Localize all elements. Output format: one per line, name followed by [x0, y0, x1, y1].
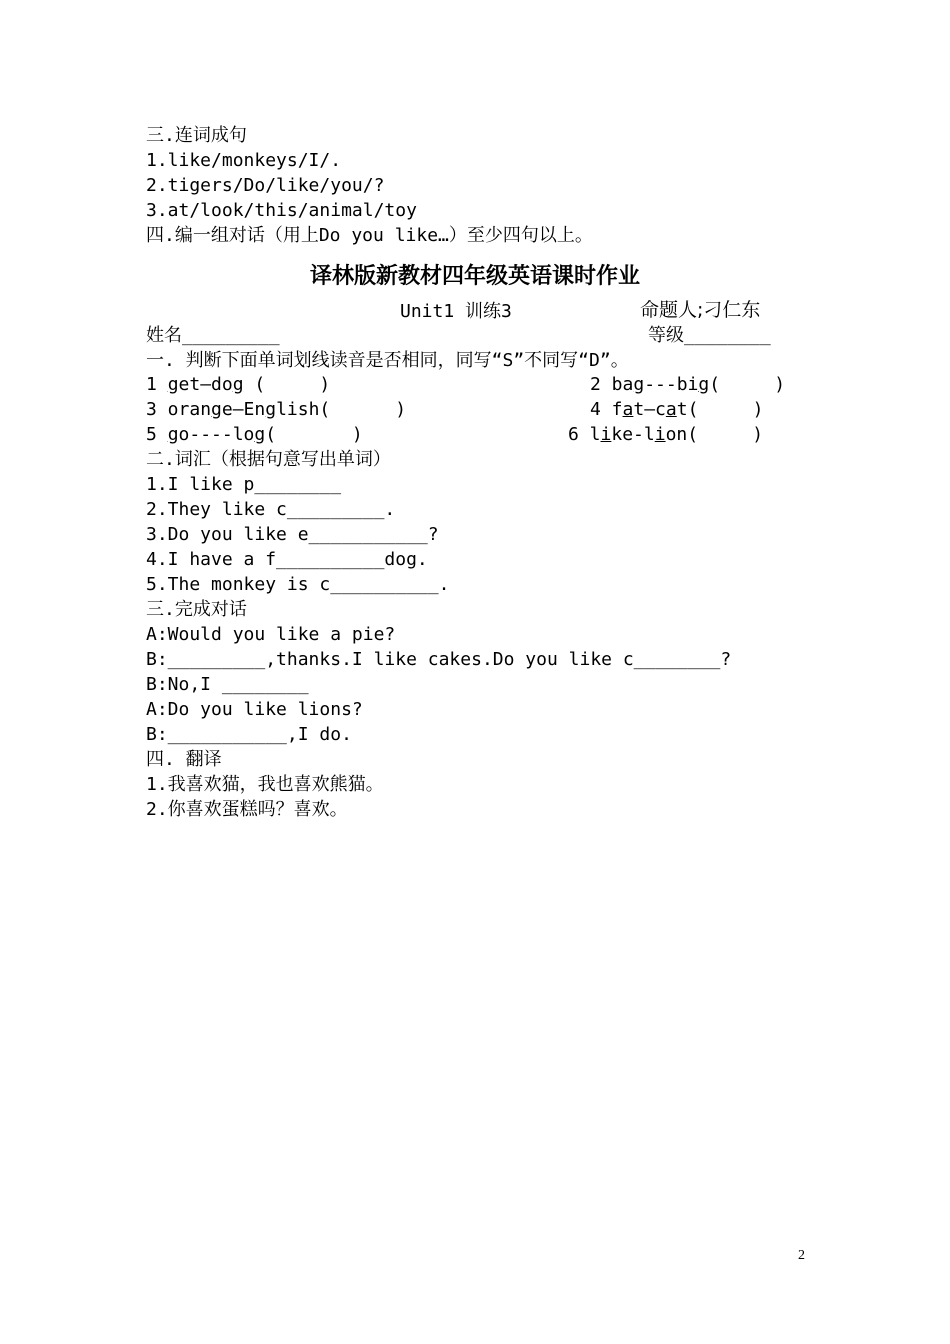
dialogue-line: A:Would you like a pie?: [146, 624, 396, 645]
pair-item: 5 go----log( ): [146, 424, 363, 445]
sentence-item: 1.like/monkeys/I/.: [146, 150, 342, 171]
sentence-item: 2.tigers/Do/like/you/?: [146, 175, 385, 196]
grade-field: 等级________: [648, 325, 771, 346]
dialogue-line: A:Do you like lions?: [146, 699, 363, 720]
section-heading: 三.完成对话: [146, 599, 247, 620]
sentence-item: 3.at/look/this/animal/toy: [146, 200, 417, 221]
section-heading: 四. 翻译: [146, 749, 222, 770]
author-line: 命题人;刁仁东: [640, 299, 761, 321]
dialogue-line: B:No,I ________: [146, 674, 309, 695]
section-heading: 二.词汇（根据句意写出单词）: [146, 449, 391, 470]
page-number: 2: [798, 1248, 805, 1263]
dialogue-line: B:___________,I do.: [146, 724, 352, 745]
translation-item: 1.我喜欢猫，我也喜欢熊猫。: [146, 774, 384, 795]
translation-item: 2.你喜欢蛋糕吗？喜欢。: [146, 799, 348, 820]
vocab-item: 5.The monkey is c__________.: [146, 574, 450, 595]
vocab-item: 4.I have a f__________dog.: [146, 549, 428, 570]
section-heading: 三.连词成句: [146, 125, 247, 146]
section-heading: 一. 判断下面单词划线读音是否相同，同写“S”不同写“D”。: [146, 350, 629, 371]
pair-item: 6 like-lion( ): [568, 424, 764, 445]
vocab-item: 1.I like p________: [146, 474, 342, 495]
name-field: 姓名_________: [146, 325, 280, 346]
vocab-item: 3.Do you like e___________?: [146, 524, 439, 545]
dialogue-line: B:_________,thanks.I like cakes.Do you like c________?: [146, 649, 732, 670]
vocab-item: 2.They like c_________.: [146, 499, 396, 520]
document-title: 译林版新教材四年级英语课时作业: [309, 264, 640, 289]
pair-item: 2 bag---big( ): [590, 374, 786, 395]
section-heading: 四.编一组对话（用上Do you like…）至少四句以上。: [146, 225, 593, 246]
pair-item: 4 fat—cat( ): [590, 399, 764, 420]
pair-item: 3 orange—English( ): [146, 399, 407, 420]
pair-item: 1 get—dog ( ): [146, 374, 331, 395]
unit-subtitle: Unit1 训练3: [400, 301, 512, 322]
